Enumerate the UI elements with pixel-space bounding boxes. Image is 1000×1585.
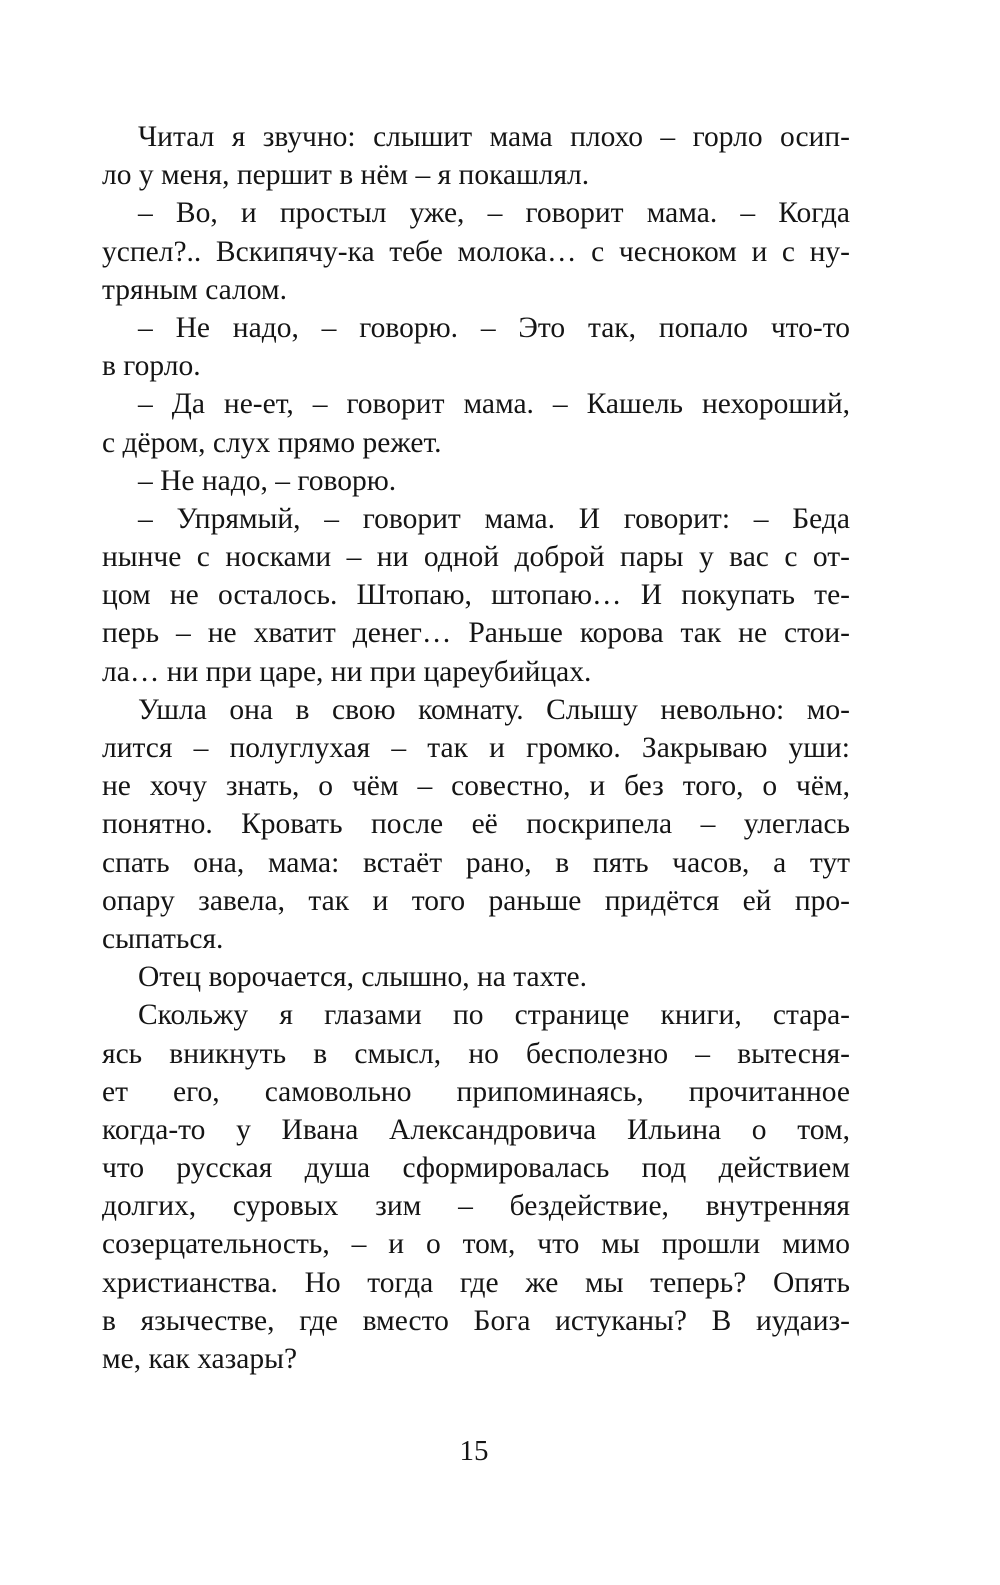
text-line: ет его, самовольно припоминаясь, прочитанное (102, 1075, 850, 1108)
text-line: созерцательность, – и о том, что мы прошли мимо (102, 1228, 850, 1261)
text-line: лится – полуглухая – так и громко. Закрываю уши: (102, 732, 850, 764)
text-line: долгих, суровых зим – бездействие, внутренняя (102, 1190, 850, 1223)
text-line: – Не надо, – говорю. (138, 464, 397, 497)
text-line: ме, как хазары? (102, 1343, 298, 1375)
text-line: опару завела, так и того раньше придётся ей про- (102, 884, 850, 917)
text-line: ла… ни при царе, ни при цареубийцах. (102, 655, 592, 688)
text-line: христианства. Но тогда где же мы теперь? Опять (102, 1266, 850, 1299)
text-line: что русская душа сформировалась под действием (102, 1152, 850, 1185)
text-line: – Во, и простыл уже, – говорит мама. – Когда (138, 197, 850, 230)
page-body-text (102, 118, 850, 1378)
page-number: 15 (459, 1435, 489, 1467)
text-line: нынче с носками – ни одной доброй пары у вас с от- (102, 541, 850, 574)
text-line: в язычестве, где вместо Бога истуканы? В иудаиз- (102, 1304, 850, 1337)
text-line: сыпаться. (102, 922, 224, 955)
text-line: понятно. Кровать после её поскрипела – улеглась (102, 808, 850, 841)
text-line: в горло. (102, 350, 201, 383)
text-line: тряным салом. (102, 273, 287, 306)
text-line: цом не осталось. Штопаю, штопаю… И покупать те- (102, 579, 850, 612)
text-line: с дёром, слух прямо режет. (102, 426, 442, 459)
text-line: ло у меня, першит в нём – я покашлял. (102, 159, 590, 192)
text-line: ясь вникнуть в смысл, но бесполезно – вытесня- (102, 1037, 850, 1070)
text-line: перь – не хватит денег… Раньше корова так не стои- (102, 617, 850, 650)
text-line: Читал я звучно: слышит мама плохо – горло осип- (138, 121, 850, 153)
text-line: Ушла она в свою комнату. Слышу невольно: мо- (138, 693, 850, 726)
text-line: Отец ворочается, слышно, на тахте. (138, 961, 587, 994)
text-line: не хочу знать, о чём – совестно, и без того, о чём, (102, 770, 850, 803)
text-line: когда-то у Ивана Александровича Ильина о том, (102, 1113, 850, 1146)
text-line: успел?.. Вскипячу-ка тебе молока… с чесноком и с ну- (102, 235, 850, 268)
text-line: Скольжу я глазами по странице книги, стара- (138, 999, 850, 1032)
text-line: – Да не-ет, – говорит мама. – Кашель нехороший, (138, 388, 850, 421)
text-line: спать она, мама: встаёт рано, в пять часов, а тут (102, 846, 850, 879)
text-line: – Не надо, – говорю. – Это так, попало что-то (138, 311, 850, 344)
text-line: – Упрямый, – говорит мама. И говорит: – Беда (138, 502, 850, 535)
